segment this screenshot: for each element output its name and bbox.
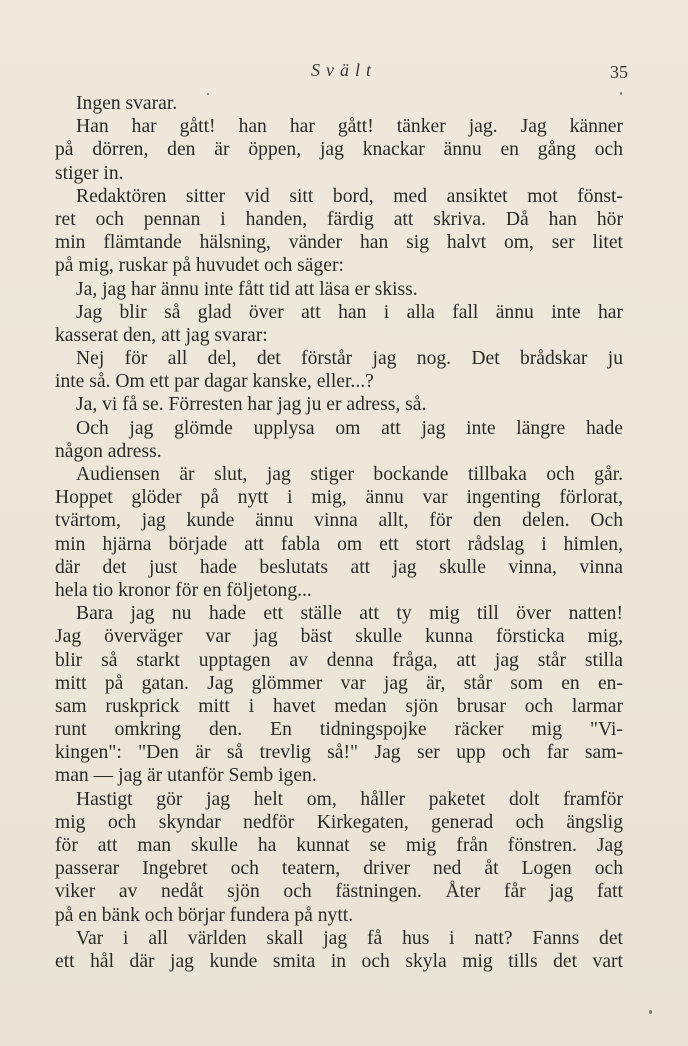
text-line: viker av nedåt sjön och fästningen. Åter får jag fatt — [55, 881, 623, 903]
text-line: någon adress. — [55, 440, 162, 462]
text-line: blir så starkt upptagen av denna fråga, att jag står stilla — [55, 649, 623, 671]
text-line: passerar Ingebret och teatern, driver ned åt Logen och — [55, 858, 623, 880]
text-line: kasserat den, att jag svarar: — [55, 324, 268, 346]
text-line: min hjärna började att fabla om ett stort rådslag i himlen, — [55, 533, 623, 555]
text-line: mig och skyndar nedför Kirkegaten, generad och ängslig — [55, 811, 623, 833]
text-line: Och jag glömde upplysa om att jag inte längre hade — [76, 417, 623, 439]
text-line: min flämtande hälsning, vänder han sig halvt om, ser litet — [55, 232, 623, 254]
text-line: på en bänk och börjar fundera på nytt. — [55, 904, 354, 926]
text-line: ett hål där jag kunde smita in och skyla mig tills det vart — [55, 950, 623, 972]
body-text — [55, 92, 623, 973]
text-line: hela tio kronor för en följetong... — [55, 579, 312, 601]
text-line: på dörren, den är öppen, jag knackar ännu en gång och — [55, 139, 623, 161]
text-line: för att man skulle ha kunnat se mig från fönstren. Jag — [55, 835, 623, 856]
text-line: kingen": "Den är så trevlig så!" Jag ser upp och far sam- — [55, 742, 623, 764]
text-line: man — jag är utanför Semb igen. — [55, 765, 317, 787]
page-number: 35 — [610, 62, 628, 82]
text-line: runt omkring den. En tidningspojke räcker mig "Vi- — [55, 719, 623, 741]
paper-speck — [649, 1010, 652, 1014]
text-line: tvärtom, jag kunde ännu vinna allt, för den delen. Och — [55, 510, 623, 532]
text-line: Audiensen är slut, jag stiger bockande tillbaka och går. — [76, 464, 623, 485]
text-line: Jag blir så glad över att han i alla fall ännu inte har — [76, 301, 623, 323]
text-line: där det just hade beslutats att jag skulle vinna, vinna — [55, 556, 623, 578]
text-line: Ja, vi få se. Förresten har jag ju er adress, så. — [76, 394, 427, 416]
text-line: Hastigt gör jag helt om, håller paketet dolt framför — [76, 788, 623, 810]
text-line: Redaktören sitter vid sitt bord, med ansiktet mot fönst- — [76, 185, 623, 207]
paper-speck — [620, 92, 622, 95]
paper-speck — [207, 93, 209, 95]
text-line: Ingen svarar. — [76, 93, 178, 114]
running-title: Svält — [311, 60, 377, 80]
text-line: Bara jag nu hade ett ställe att ty mig till över natten! — [76, 603, 623, 625]
text-line: Var i all världen skall jag få hus i natt? Fanns det — [76, 927, 623, 949]
text-line: Han har gått! han har gått! tänker jag. Jag känner — [76, 116, 623, 138]
text-line: ret och pennan i handen, färdig att skriva. Då han hör — [55, 208, 623, 230]
text-line: inte så. Om ett par dagar kanske, eller...? — [55, 371, 374, 393]
text-line: på mig, ruskar på huvudet och säger: — [55, 255, 344, 277]
text-line: Ja, jag har ännu inte fått tid att läsa er skiss. — [76, 278, 418, 300]
text-line: sam ruskprick mitt i havet medan sjön brusar och larmar — [55, 695, 623, 717]
text-line: Jag överväger var jag bäst skulle kunna försticka mig, — [55, 626, 623, 648]
text-line: Hoppet glöder på nytt i mig, ännu var ingenting förlorat, — [55, 487, 623, 509]
text-line: Nej för all del, det förstår jag nog. Det brådskar ju — [76, 348, 623, 370]
text-line: stiger in. — [55, 162, 124, 184]
text-line: mitt på gatan. Jag glömmer var jag är, står som en en- — [55, 672, 623, 694]
